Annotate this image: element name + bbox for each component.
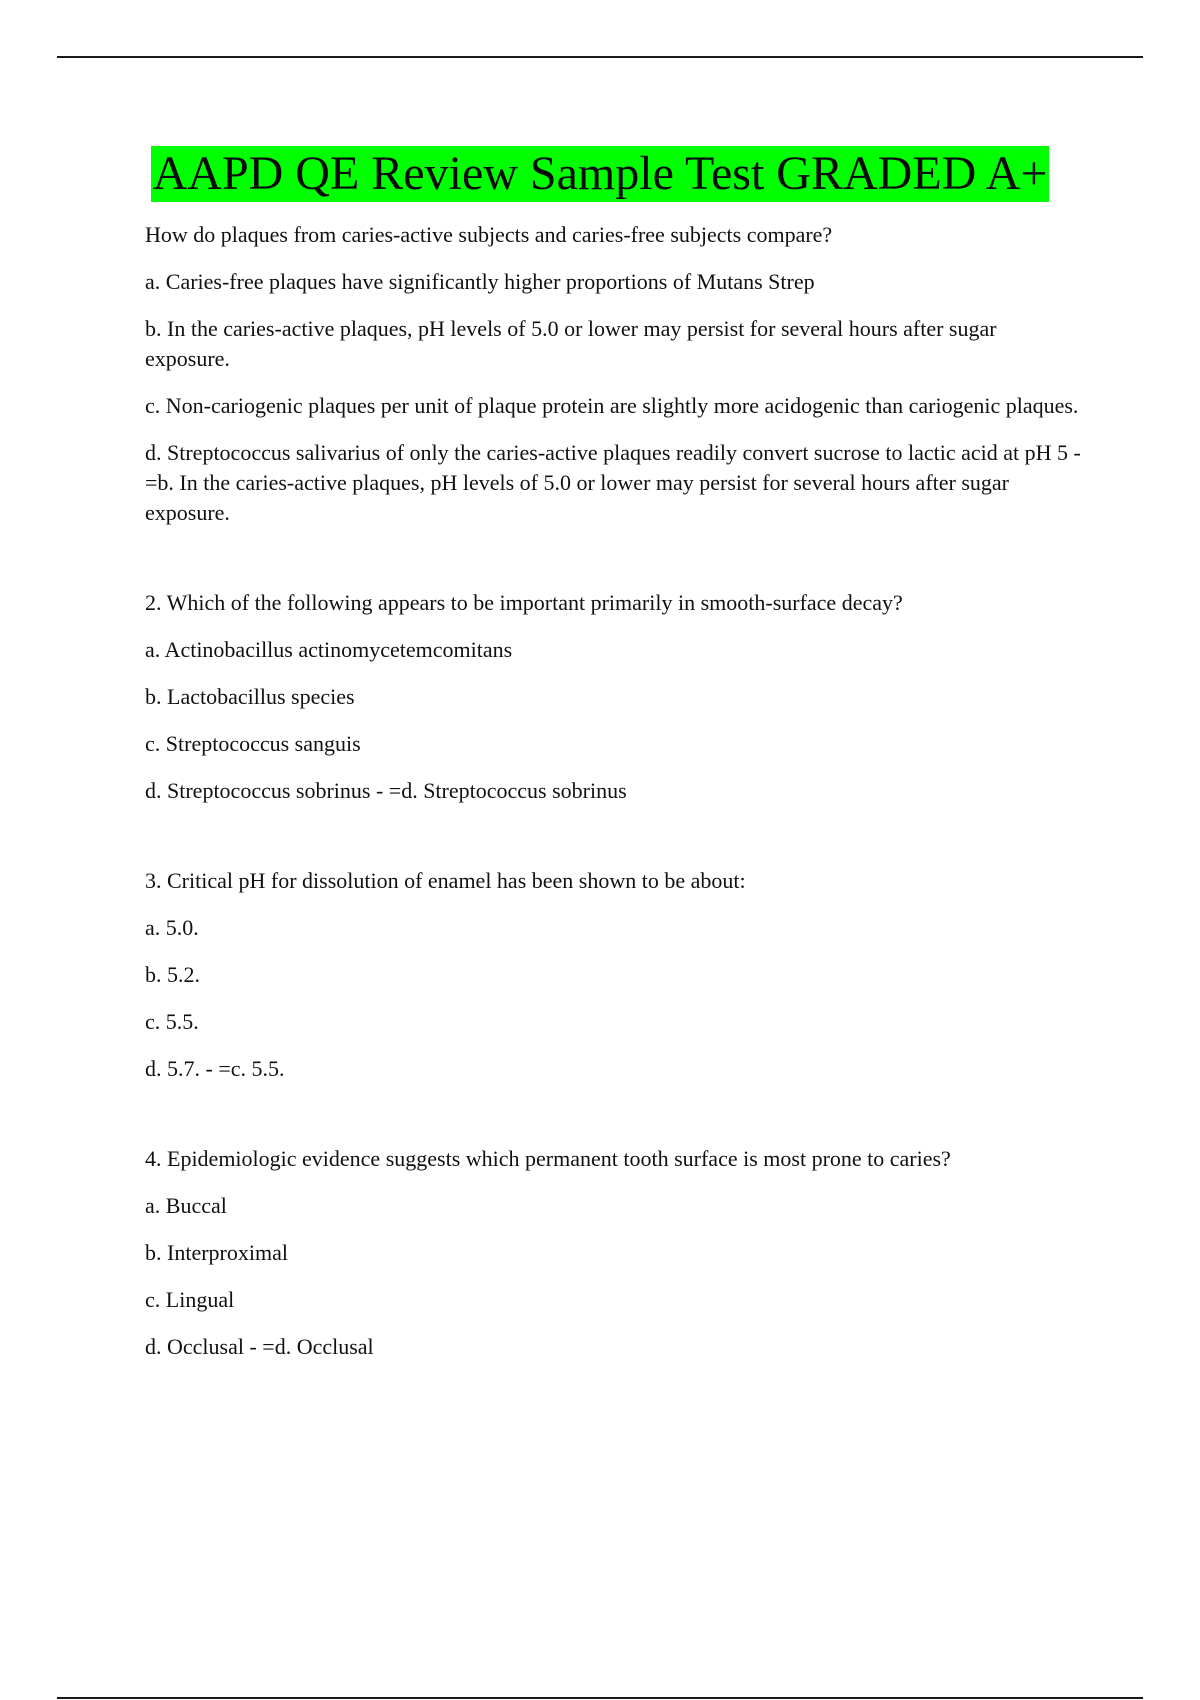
answer-option: a. Buccal <box>145 1193 227 1218</box>
question-block-1 <box>145 220 1085 528</box>
answer-option: c. Streptococcus sanguis <box>145 731 361 756</box>
answer-option: a. Caries-free plaques have significantly higher proportions of Mutans Strep <box>145 269 815 294</box>
question-block-2 <box>145 588 1085 806</box>
bottom-rule <box>57 1697 1143 1699</box>
answer-option: c. Non-cariogenic plaques per unit of plaque protein are slightly more acidogenic than cariogenic plaques. <box>145 393 1079 418</box>
answer-option: d. 5.7. - =c. 5.5. <box>145 1056 285 1081</box>
answer-option: c. 5.5. <box>145 1009 199 1034</box>
question-block-4 <box>145 1144 1085 1362</box>
question-block-3 <box>145 866 1085 1084</box>
answer-option: d. Occlusal - =d. Occlusal <box>145 1334 374 1359</box>
question-text: 2. Which of the following appears to be important primarily in smooth-surface decay? <box>145 590 903 615</box>
title-container <box>0 146 1200 202</box>
answer-option: b. Interproximal <box>145 1240 288 1265</box>
answer-option: d. Streptococcus sobrinus - =d. Streptococcus sobrinus <box>145 778 627 803</box>
question-text: 3. Critical pH for dissolution of enamel has been shown to be about: <box>145 868 746 893</box>
answer-option: b. 5.2. <box>145 962 200 987</box>
question-text: How do plaques from caries-active subjects and caries-free subjects compare? <box>145 222 833 247</box>
document-body <box>145 220 1085 1379</box>
question-text: 4. Epidemiologic evidence suggests which permanent tooth surface is most prone to caries? <box>145 1146 951 1171</box>
answer-option: b. In the caries-active plaques, pH levels of 5.0 or lower may persist for several hours after sugar exposure. <box>145 316 997 371</box>
answer-option: a. Actinobacillus actinomycetemcomitans <box>145 637 513 662</box>
answer-option: c. Lingual <box>145 1287 235 1312</box>
answer-option: b. Lactobacillus species <box>145 684 355 709</box>
answer-option: a. 5.0. <box>145 915 199 940</box>
answer-option: d. Streptococcus salivarius of only the caries-active plaques readily convert sucrose to lactic acid at pH 5 - =b. In the caries-active plaques, pH levels of 5.0 or lower may persist for several hours after sugar exposure. <box>145 440 1081 525</box>
document-title: AAPD QE Review Sample Test GRADED A+ <box>152 147 1048 200</box>
top-rule <box>57 56 1143 58</box>
